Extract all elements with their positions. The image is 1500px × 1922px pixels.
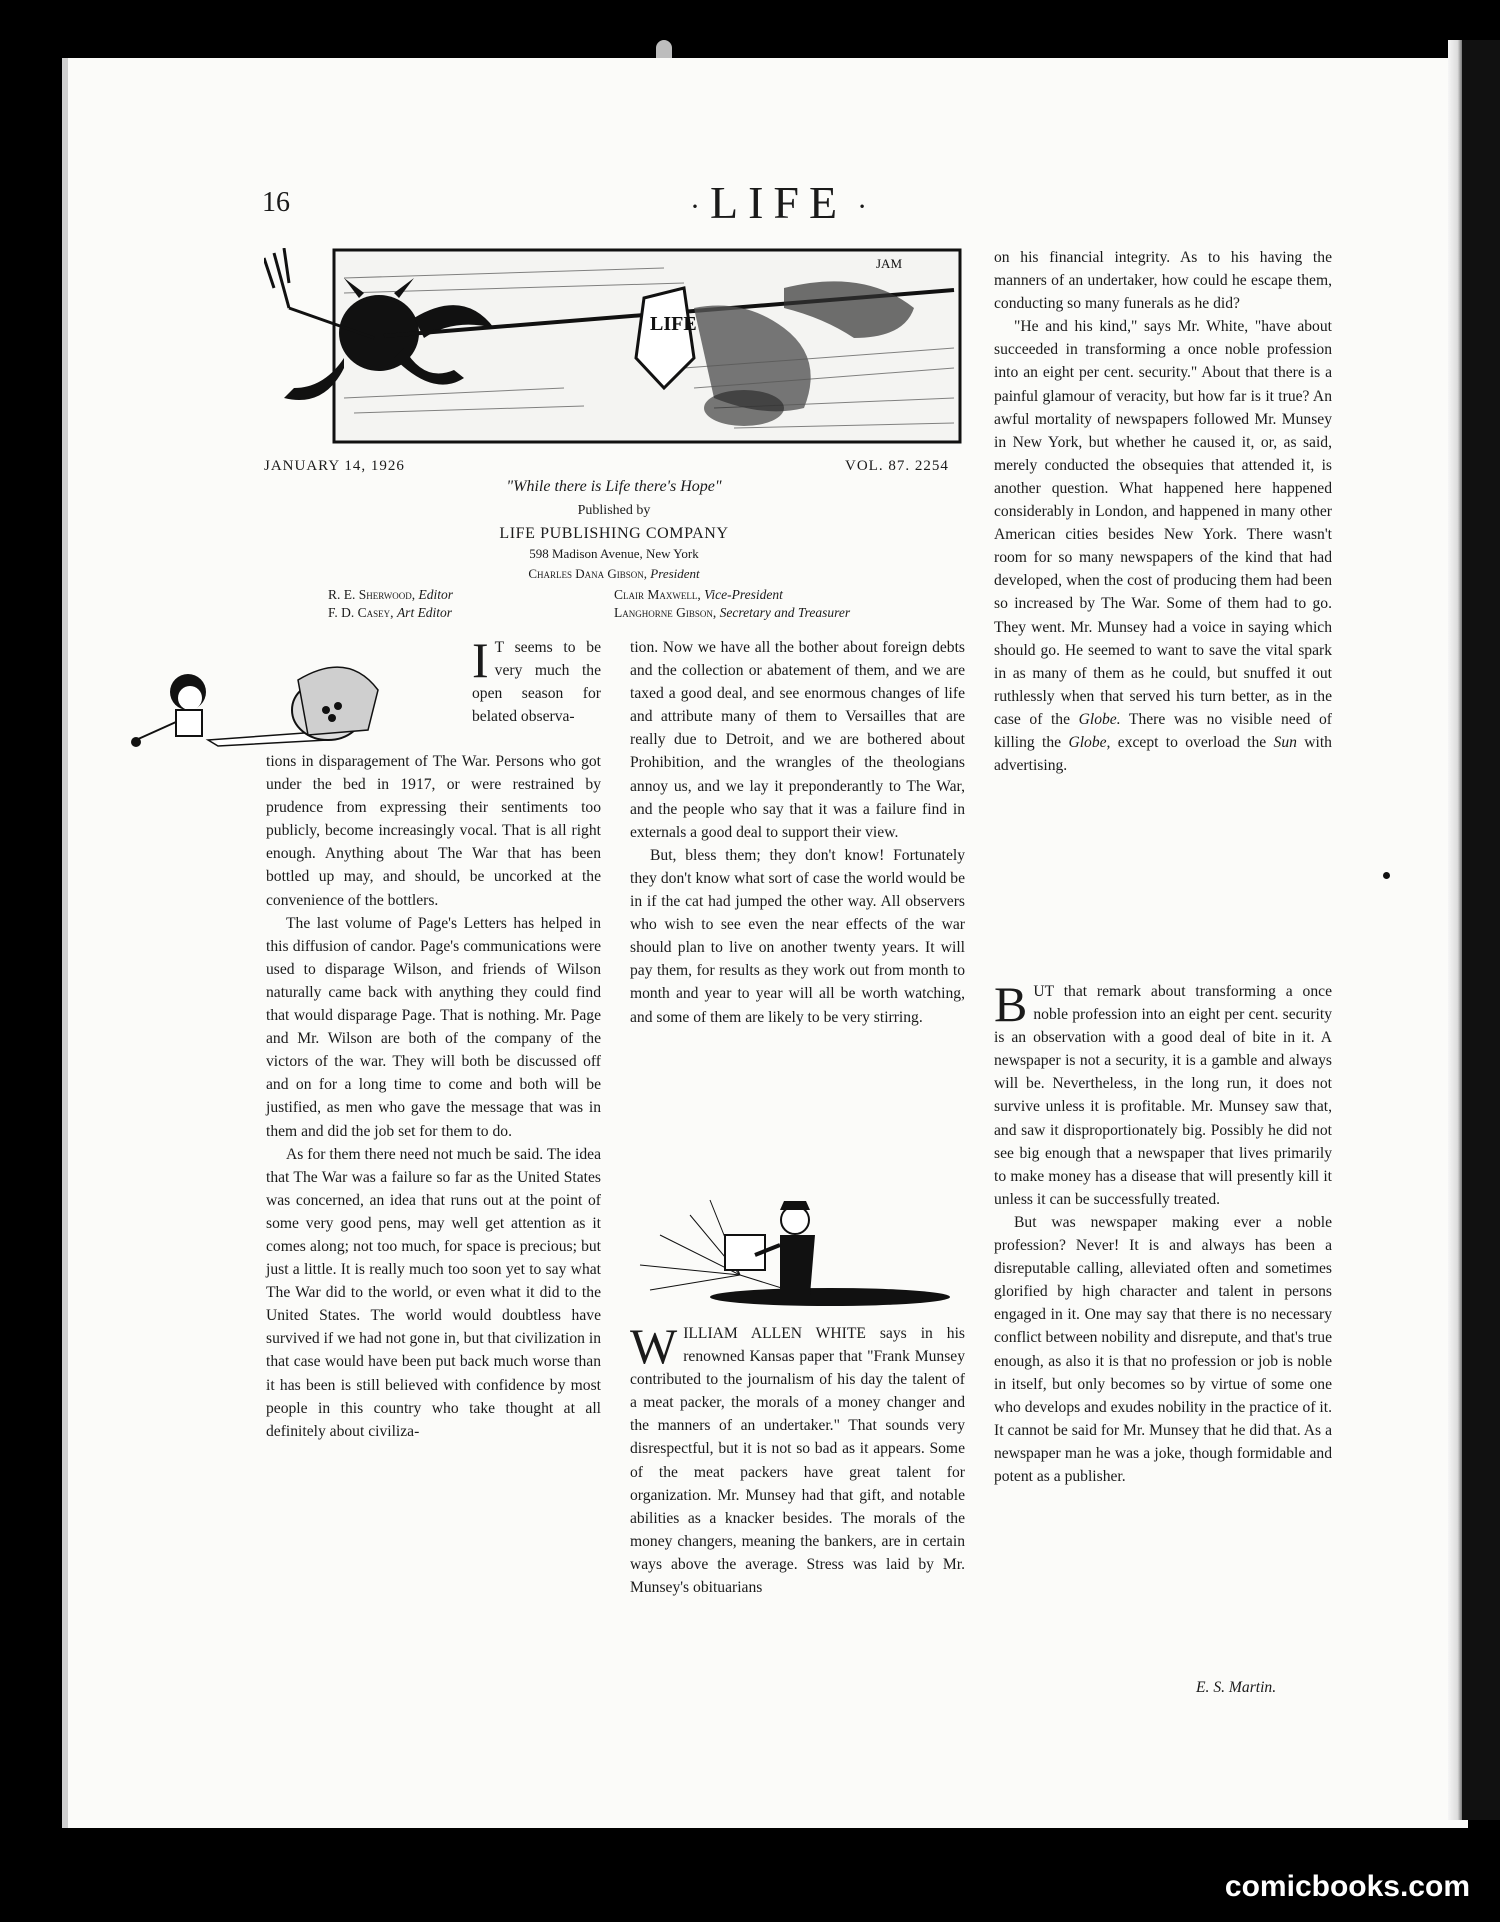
globe-reference: Globe, [1068,733,1111,751]
published-by: Published by [577,503,651,518]
column-2 [630,636,965,1029]
paragraph-text: with advertising. [994,733,1332,775]
spot-illustration-snuffing-man [630,1195,965,1313]
editor-title: Editor [418,587,454,602]
masthead [680,176,877,229]
paragraph: But was newspaper making ever a noble profession? Never! It is and always has been a disreputable calling, alleviated often and sometimes glorified by high character and talent in persons engaged in it. One may say that there is no necessary conflict between nobility and disrepute, and that's true enough, as also it is that no profession or job is noble in itself, but only becomes so by virtue of some one who develops and exudes nobility in the practice of it. It cannot be said for Mr. Munsey that he did that. As a newspaper man he was a joke, though formidable and potent as a publisher. [994,1213,1332,1485]
treasurer-title: Secretary and Treasurer [719,605,851,620]
paragraph-text: except to overload the [1117,733,1267,751]
author-signature: E. S. Martin. [1196,1679,1277,1696]
treasurer-name: Langhorne Gibson, [614,605,717,620]
ink-smudge [1383,872,1390,879]
paragraph: As for them there need not much be said. The idea that The War was a failure so far as the United States was concerned, an idea that runs out at the point of some very good pens, may well get attention as it comes along; not too much, for space is precious; but just a little. It is really much too soon yet to say what The War did to the world, or even what it did to the United States. The world would doubtless have survived if we had not gone in, but that civilization in that case would have been put back much worse than it has been is still believed with confidence by most people in this country who take thought at all definitely about civiliza- [266,1145,601,1440]
president-credit [264,566,964,582]
site-watermark: comicbooks.com [1224,1870,1470,1903]
paragraph: The last volume of Page's Letters has helped in this diffusion of candor. Page's communications were used to disparage Wilson, and friends of Wilson naturally came back with anything they could find that would disparage Page. That is nothing. Mr. Page and Mr. Wilson are both of the company of the victors of the war. They will both be discussed off and on for a long time to come and both will be justified, as men who gave the message that was in them and did the job set for them to do. [266,914,601,1140]
paragraph-text: "He and his kind," says Mr. White, "have about succeeded in transforming a once noble profession into an eight per cent. security." About that there is a painful glamour of veracity, but how far is it true? An awful mortality of newspapers followed Mr. Munsey in New York, but whether he caused it, or, as said, merely conducted the obsequies that attended it, is another question. What happened here happened considerably in London, and happened in many other American cities besides New York. There wasn't room for so many newspapers of the kind that had developed, when the cost of producing them had been so increased by The War. Some of them had to go. They went. Mr. Munsey had a voice in saying which should go. He seemed to want to save the vital spark in as many of them as he could, but snuffed it out ruthlessly when that served his turn better, as in the case of the [994,318,1332,728]
shield-label: LIFE [650,313,697,335]
art-editor-title: Art Editor [396,605,453,620]
volume-number: VOL. 87. 2254 [845,458,949,474]
paragraph-text: There was no visible need of killing the [994,710,1332,751]
art-editor-credit [328,605,452,621]
publisher-address: 598 Madison Avenue, New York [529,546,699,561]
issue-date: JANUARY 14, 1926 [264,458,405,474]
globe-reference: Globe. [1078,710,1121,728]
column-2-lower [630,1318,965,1599]
paragraph: tions in disparagement of The War. Persons who got under the bed in 1917, or were restrained by prudence from expressing their sentiments too publicly, become increasingly vocal. That is all right enough. Anything about The War that has been bottled up may, and should, be uncorked at the convenience of the bottlers. [266,753,601,909]
paragraph: on his financial integrity. As to his having the manners of an undertaker, how could he escape them, conducting so many funerals as he did? [994,249,1332,313]
paragraph: UT that remark about transforming a once noble profession into an eight per cent. security is an observation with a good deal of bite in it. A newspaper is not a security, it is a gamble and always will be. Nevertheless, in the long run, it does not survive unless it is profitable. Mr. Munsey saw that, and saw it disproportionately big. Possibly he did not see big enough that a newspaper that lives primarily to make money has a disease that will presently kill it unless it can be successfully treated. [994,983,1332,1208]
paragraph [994,315,1332,777]
article-opening [472,632,601,728]
opening-text: T seems to be very much the open season for belated observa- [472,639,601,726]
president-title: President [650,566,700,581]
masthead-title: LIFE [710,177,848,228]
next-page-edge [1462,40,1500,1820]
publisher-name: LIFE PUBLISHING COMPANY [499,525,729,542]
dropcap-b: B [994,976,1028,1032]
paragraph: tion. Now we have all the bother about foreign debts and the collection or abatement of them, and we are taxed a good deal, and see enormous changes of life and attribute many of them to Versailles that are really due to Detroit, and we are bothered about Prohibition, and the wrangles of the theologians annoy us, and we lay it preponderantly to The War, and the people who say that it was a failure find in externals a good deal to support their view. [630,639,965,841]
column-3-lower [994,976,1332,1488]
treasurer-credit [614,605,850,621]
sun-reference: Sun [1273,733,1297,751]
editor-name: R. E. Sherwood, [328,587,416,602]
banner-illustration [264,248,964,448]
spot-illustration-girl-and-knight [128,640,464,760]
vp-credit [614,587,783,603]
paragraph: But, bless them; they don't know! Fortunately they don't know what sort of case the world would be in if the cat had jumped the other way. All observers who wish to see even the near effects of the war should plan to live on another twenty years. It will pay them, for results as they work out from month to month and year to year will all be worth watching, and some of them are likely to be very stirring. [630,846,965,1026]
president-name: Charles Dana Gibson, [528,566,648,581]
masthead-dot-right: · [857,190,868,224]
column-1 [266,750,601,1443]
motto: "While there is Life there's Hope" [506,478,722,495]
vp-name: Clair Maxwell, [614,587,701,602]
page-number: 16 [262,187,290,218]
artist-mark: JAM [876,256,903,271]
paragraph: ILLIAM ALLEN WHITE says in his renowned Kansas paper that "Frank Munsey contributed to the journalism of his day the talent of a meat packer, the morals of a money changer and the manners of an undertaker." That sounds very disrespectful, but it is not so bad as it appears. Some of the meat packers have great talent for organization. Mr. Munsey had that gift, and notable abilities as a knacker besides. The morals of the money changers, meaning the bankers, are in certain ways above the average. Stress was laid by Mr. Munsey's obituarians [630,1325,965,1597]
masthead-dot-left: · [690,190,700,224]
column-3 [994,246,1332,777]
editor-credit [328,587,453,603]
dropcap-w: W [630,1318,678,1374]
vp-title: Vice-President [704,587,783,602]
dropcap-i: I [472,632,489,688]
art-editor-name: F. D. Casey, [328,605,394,620]
